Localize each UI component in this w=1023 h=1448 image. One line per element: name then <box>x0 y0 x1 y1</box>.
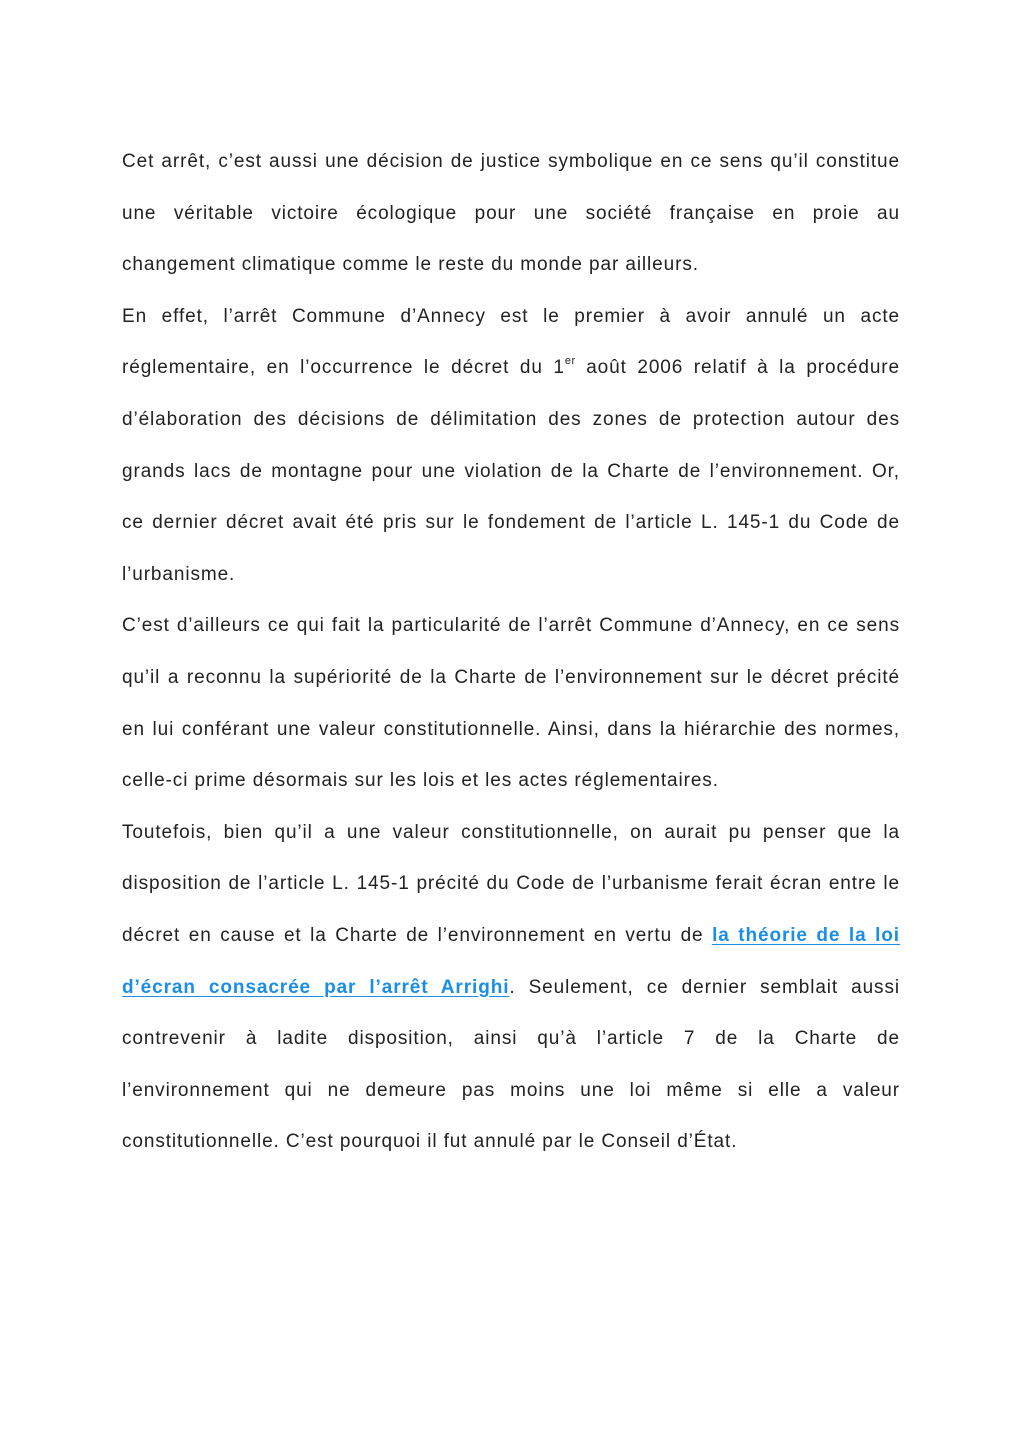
paragraph-3 <box>122 600 900 806</box>
paragraph-1-text: Cet arrêt, c’est aussi une décision de justice symbolique en ce sens qu’il constitue une véritable victoire écologique pour une société française en proie au changement climatique comme le reste du monde par ailleurs. <box>122 151 900 276</box>
paragraph-3-text: C’est d’ailleurs ce qui fait la particularité de l’arrêt Commune d’Annecy, en ce sens qu’il a reconnu la supériorité de la Charte de l’environnement sur le décret précité en lui conférant une valeur constitutionnelle. Ainsi, dans la hiérarchie des normes, celle-ci prime désormais sur les lois et les actes réglementaires. <box>122 615 900 792</box>
paragraph-2 <box>122 291 900 601</box>
paragraph-4-text-start: Toutefois, bien qu’il a une valeur constitutionnelle, on aurait pu penser que la disposition de l’article L. 145-1 précité du Code de l’urbanisme ferait écran entre le décret en cause et la Charte de l’environnement en vertu de <box>122 821 900 946</box>
ordinal-superscript: er <box>564 355 576 368</box>
paragraph-2-text-end: août 2006 relatif à la procédure d’élaboration des décisions de délimitation des zones de protection autour des grands lacs de montagne pour une violation de la Charte de l’environnement. Or, ce dernier décret avait été pris sur le fondement de l’article L. 145-1 du Code de l’urbanisme. <box>122 357 900 585</box>
paragraph-4 <box>122 807 900 1168</box>
paragraph-4-text-end: . Seulement, ce dernier semblait aussi contrevenir à ladite disposition, ainsi qu’à l’article 7 de la Charte de l’environnement qui ne demeure pas moins une loi même si elle a valeur constitutionnelle. C’est pourquoi il fut annulé par le Conseil d’État. <box>122 976 900 1153</box>
paragraph-2-text-start: En effet, l’arrêt Commune d’Annecy est le premier à avoir annulé un acte réglementaire, en l’occurrence le décret du 1 <box>122 305 900 379</box>
arrighi-theory-link[interactable]: la théorie de la loi d’écran consacrée par l’arrêt Arrighi <box>122 924 900 998</box>
document-body <box>122 136 900 1168</box>
paragraph-1 <box>122 136 900 291</box>
